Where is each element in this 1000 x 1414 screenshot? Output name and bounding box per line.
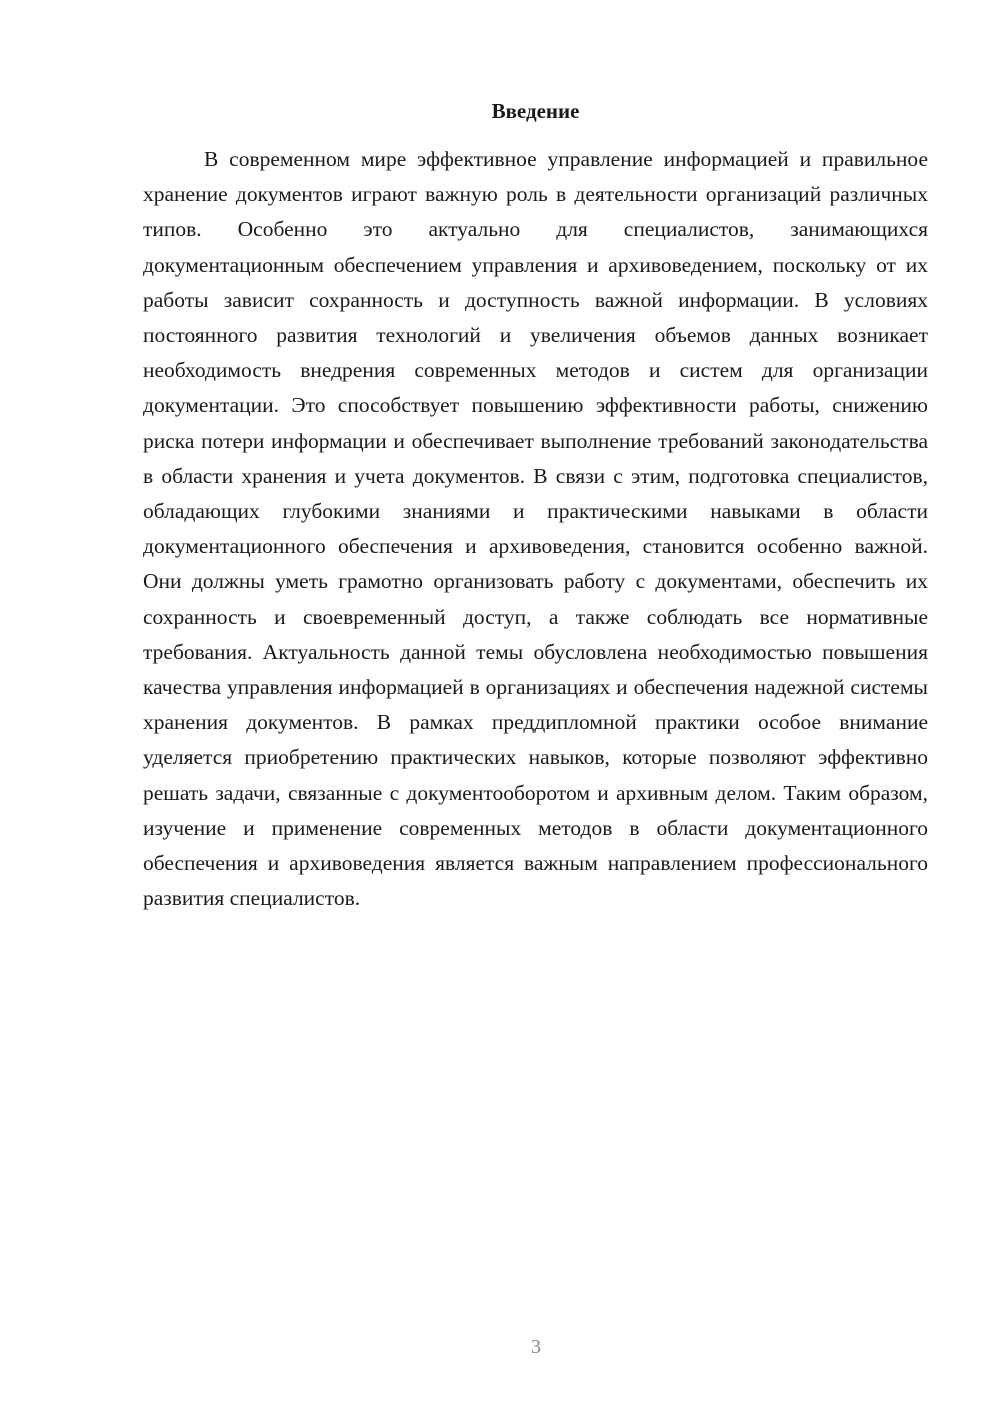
section-heading: Введение xyxy=(491,99,580,123)
page-number: 3 xyxy=(531,1336,541,1358)
body-paragraph: В современном мире эффективное управление информацией и правильное хранение документов играют важную роль в деятельности организаций различных типов. Особенно это актуально для специалистов, занимающихся документационным обеспечением управления и архивоведением, поскольку от их работы зависит сохранность и доступность важной информации. В условиях постоянного развития технологий и увеличения объемов данных возникает необходимость внедрения современных методов и систем для организации документации. Это способствует повышению эффективности работы, снижению риска потери информации и обеспечивает выполнение требований законодательства в области хранения и учета документов. В связи с этим, подготовка специалистов, обладающих глубокими знаниями и практическими навыками в области документационного обеспечения и архивоведения, становится особенно важной. Они должны уметь грамотно организовать работу с документами, обеспечить их сохранность и своевременный доступ, а также соблюдать все нормативные требования. Актуальность данной темы обусловлена необходимостью повышения качества управления информацией в организациях и обеспечения надежной системы хранения документов. В рамках преддипломной практики особое внимание уделяется приобретению практических навыков, которые позволяют эффективно решать задачи, связанные с документооборотом и архивным делом. Таким образом, изучение и применение современных методов в области документационного обеспечения и архивоведения является важным направлением профессионального развития специалистов. xyxy=(143,147,928,911)
